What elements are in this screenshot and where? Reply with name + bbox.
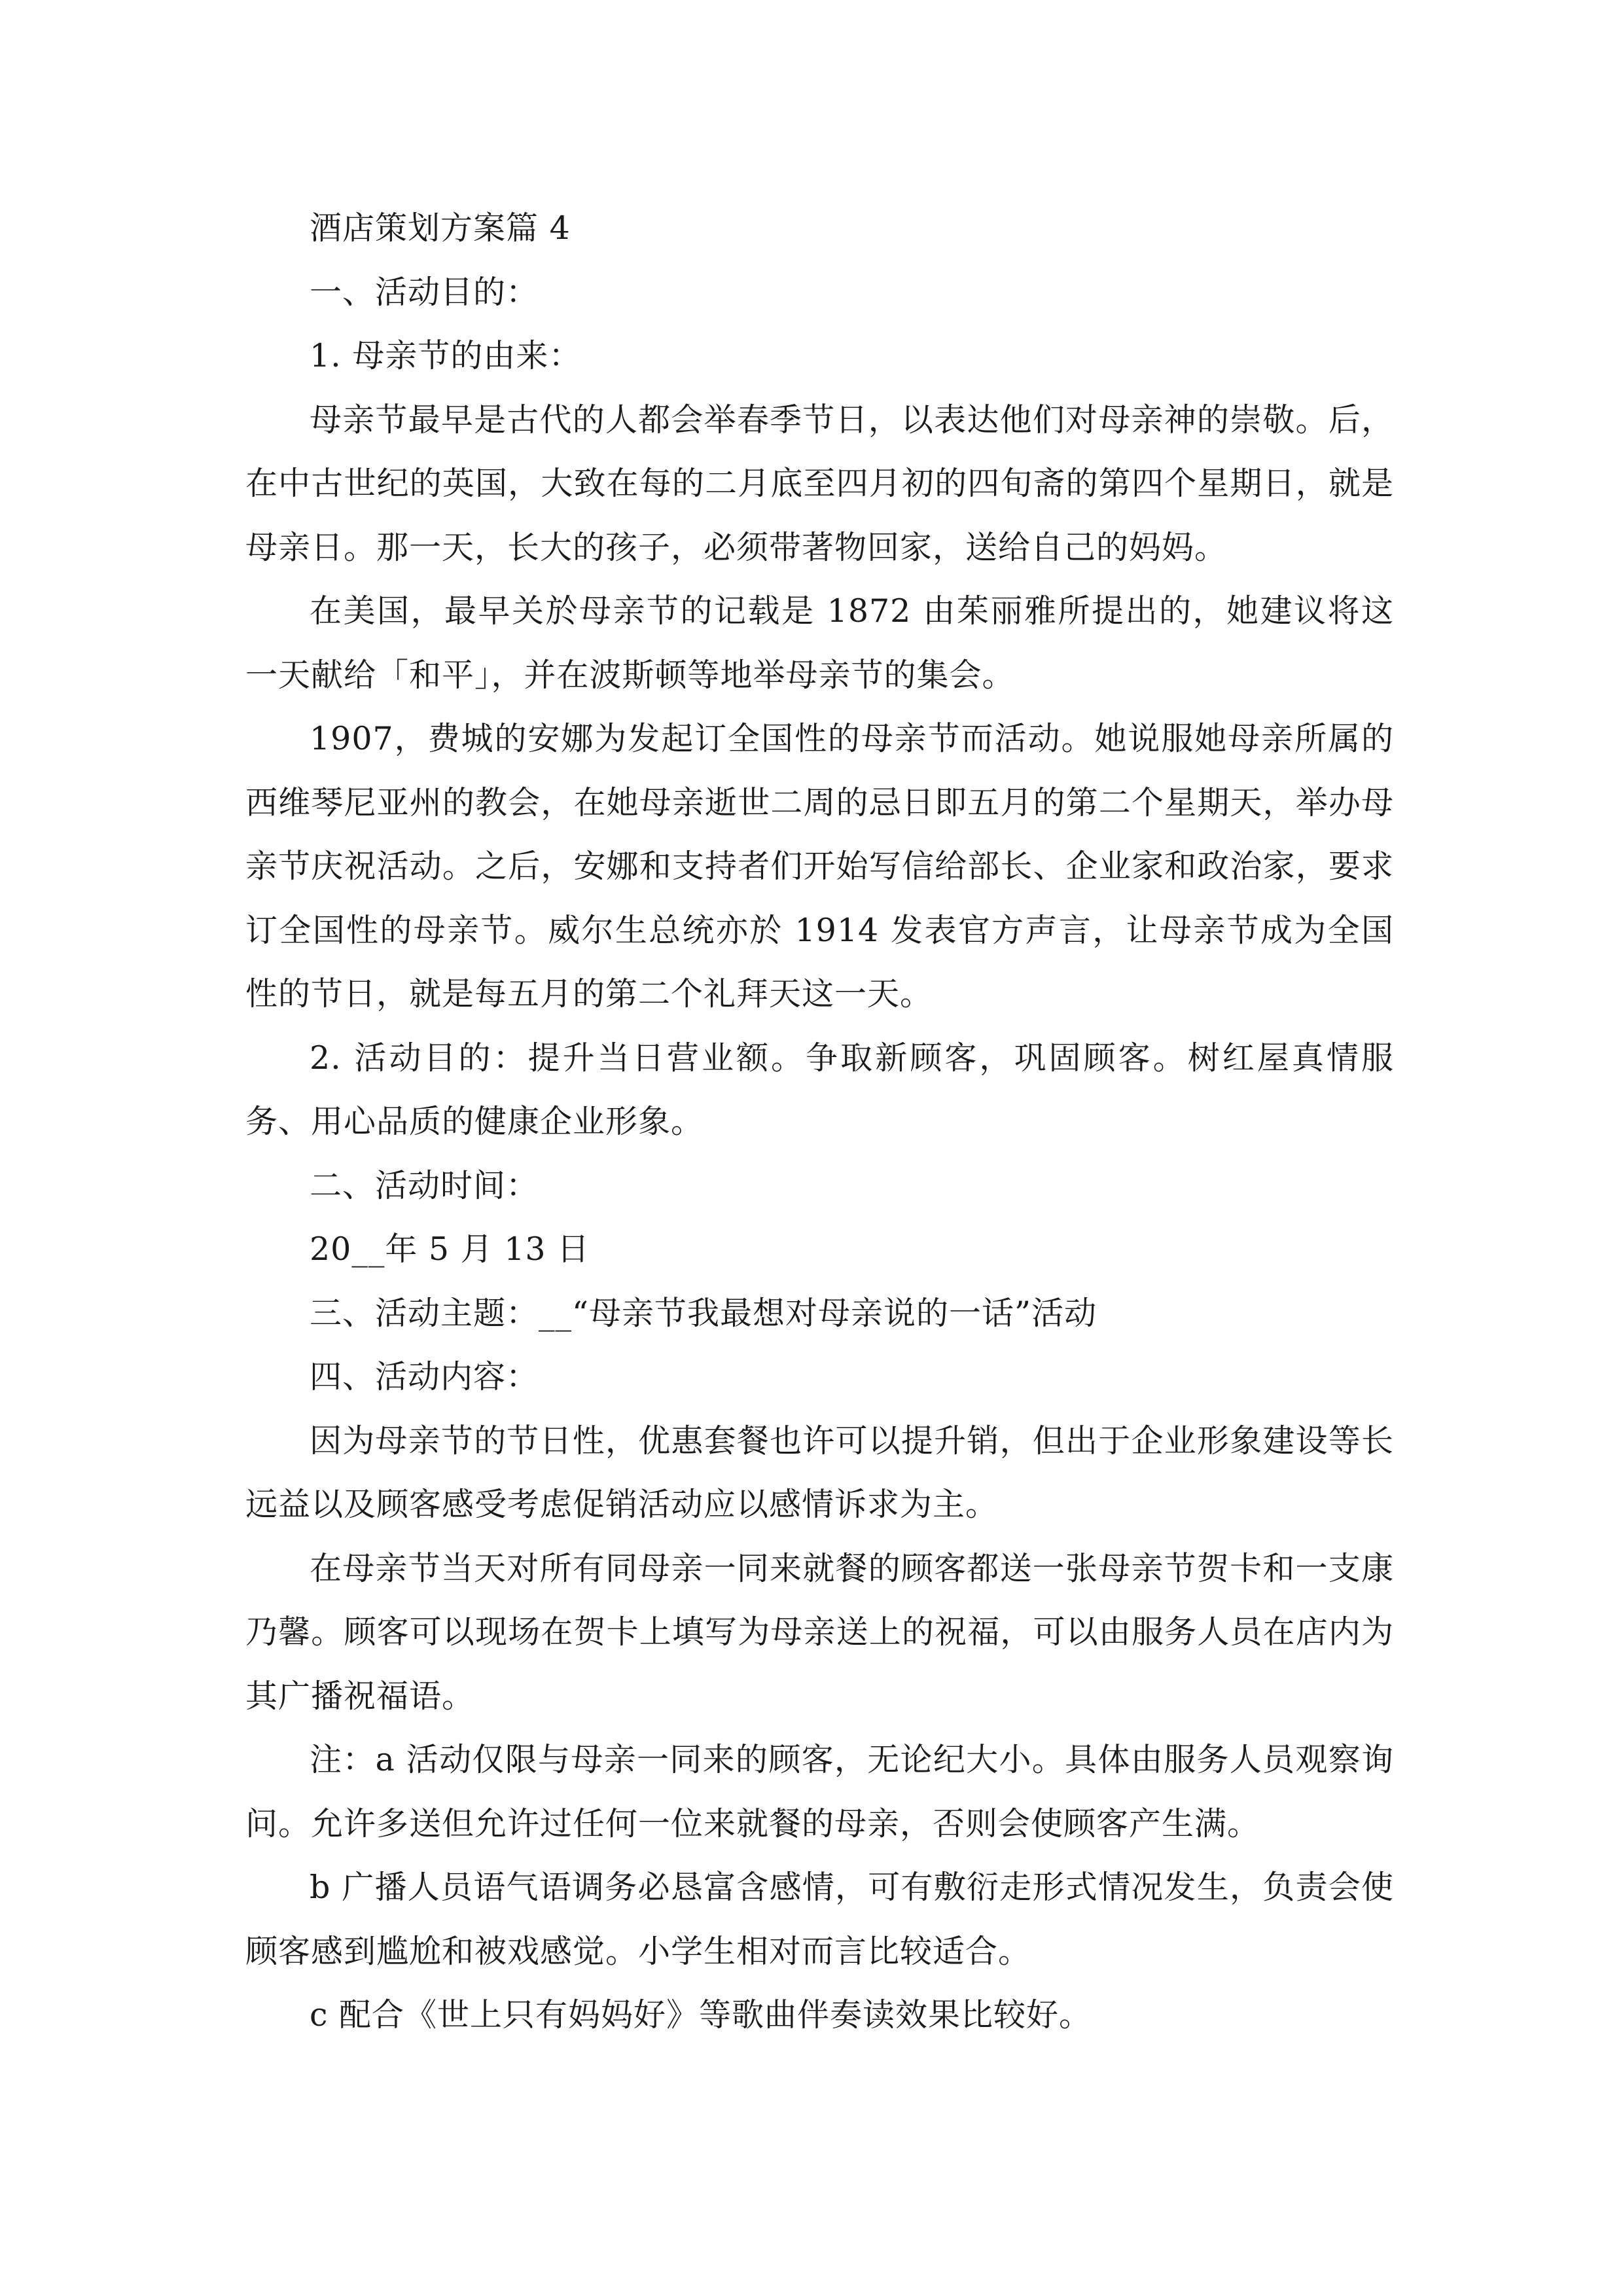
section-heading-content: 四、活动内容：	[310, 1358, 539, 1395]
note-b: b 广播人员语气语调务必恳富含感情，可有敷衍走形式情况发生，负责会使顾客感到尴尬和被戏感觉。小学生相对而言比较适合。	[245, 1869, 1394, 1970]
paragraph-content-details: 在母亲节当天对所有同母亲一同来就餐的顾客都送一张母亲节贺卡和一支康乃馨。顾客可以现场在贺卡上填写为母亲送上的祝福，可以由服务人员在店内为其广播祝福语。	[245, 1549, 1394, 1715]
note-a: 注：a 活动仅限与母亲一同来的顾客，无论纪大小。具体由服务人员观察询问。允许多送但允许过任何一位来就餐的母亲，否则会使顾客产生满。	[245, 1741, 1394, 1842]
paragraph-content-intro: 因为母亲节的节日性，优惠套餐也许可以提升销，但出于企业形象建设等长远益以及顾客感受考虑促销活动应以感情诉求为主。	[245, 1422, 1394, 1523]
document-body	[245, 196, 1394, 2047]
section-heading-theme: 三、活动主题：__“母亲节我最想对母亲说的一话”活动	[310, 1294, 1097, 1332]
paragraph-origin-history: 母亲节最早是古代的人都会举春季节日，以表达他们对母亲神的崇敬。后，在中古世纪的英国，大致在每的二月底至四月初的四旬斋的第四个星期日，就是母亲日。那一天，长大的孩子，必须带著物回家，送给自己的妈妈。	[245, 401, 1394, 566]
paragraph-activity-purpose: 2. 活动目的：提升当日营业额。争取新顾客，巩固顾客。树红屋真情服务、用心品质的健康企业形象。	[245, 1039, 1394, 1140]
paragraph-usa-history: 在美国，最早关於母亲节的记载是 1872 由茱丽雅所提出的，她建议将这一天献给「和平」，并在波斯顿等地举母亲节的集会。	[245, 592, 1394, 694]
subsection-heading-origin: 1. 母亲节的由来：	[310, 337, 582, 374]
paragraph-anna-history: 1907，费城的安娜为发起订全国性的母亲节而活动。她说服她母亲所属的西维琴尼亚州的教会，在她母亲逝世二周的忌日即五月的第二个星期天，举办母亲节庆祝活动。之后，安娜和支持者们开始写信给部长、企业家和政治家，要求订全国性的母亲节。威尔生总统亦於 1914 发表官方声言，让母亲节成为全国性的节日，就是每五月的第二个礼拜天这一天。	[245, 720, 1394, 1013]
document-title: 酒店策划方案篇 4	[310, 209, 571, 247]
activity-date: 20__年 5 月 13 日	[310, 1230, 590, 1268]
section-heading-purpose: 一、活动目的：	[310, 273, 539, 311]
section-heading-time: 二、活动时间：	[310, 1166, 539, 1204]
note-c: c 配合《世上只有妈妈好》等歌曲伴奏读效果比较好。	[310, 1996, 1092, 2034]
